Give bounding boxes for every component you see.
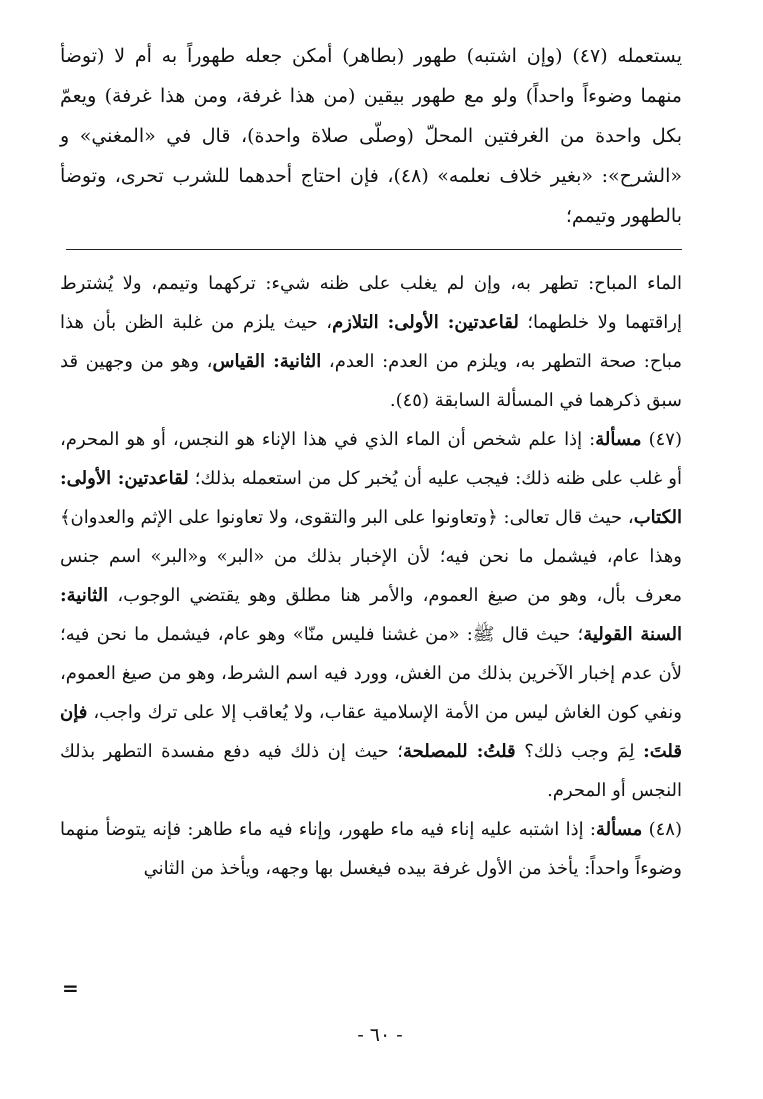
footnote-48 [60,810,682,888]
footnote-bold: قلتُ: للمصلحة [402,741,516,762]
footnote-text: ، حيث يلزم من غلبة الظن بأن هذا مباح: صحة التطهر به، ويلزم من العدم: العدم، [60,312,682,372]
footnote-bold: لقاعدتين: الأولى: الكتاب [60,468,682,528]
footnote-number: (٤٨) [648,819,682,840]
footnote-text: : إذا اشتبه عليه إناء فيه ماء طهور، وإناء فيه ماء طاهر: فإنه يتوضأ منهما وضوءاً واحداً: يأخذ من الأول غرفة بيده فيغسل بها وجهه، ويأخذ من الثاني [60,819,682,879]
footnote-text: ، وهو من وجهين قد سبق ذكرهما في المسألة السابقة (٤٥). [60,351,682,411]
footnote-label: مسألة [595,819,643,840]
footnote-text: الماء المباح: تطهر به، وإن لم يغلب على ظنه شيء: تركهما وتيمم، ولا يُشترط إراقتهما ولا خلطهما؛ [60,273,682,333]
main-paragraph: يستعمله (٤٧) (وإن اشتبه) طهور (بطاهر) أمكن جعله طهوراً به أم لا (توضأ منهما وضوءاً واحداً) ولو مع طهور بيقين (من هذا غرفة، ومن هذا غرفة) ويعمّ بكل واحدة من الغرفتين المحلّ (وصلّى صلاة واحدة)، قال في «المغني» و «الشرح»: «بغير خلاف نعلمه» (٤٨)، فإن احتاج أحدهما للشرب تحرى، وتوضأ بالطهور وتيمم؛ [60,45,682,227]
footnote-continuation [60,264,682,420]
footnote-bold: لقاعدتين: الأولى: التلازم [332,312,519,333]
footnote-separator [66,249,682,250]
footnotes-block [60,264,682,888]
footnote-label: مسألة [595,429,642,450]
footnote-text: لِمَ وجب ذلك؟ [515,741,644,762]
footnote-number: (٤٧) [648,429,682,450]
footnote-text: : إذا علم شخص أن الماء الذي في هذا الإناء هو النجس، أو هو المحرم، أو غلب على ظنه ذلك: فيجب عليه أن يُخبر كل من استعمله بذلك؛ [60,429,682,489]
footnote-bold: الثانية: السنة القولية [60,585,682,645]
continuation-mark: = [62,976,79,1000]
footnote-bold: فإن قلتَ: [60,702,682,762]
footnote-text: ، حيث قال تعالى: ﴿وتعاونوا على البر والتقوى، ولا تعاونوا على الإثم والعدوان﴾ وهذا عام، فيشمل ما نحن فيه؛ لأن الإخبار بذلك من «البر» و«البر» اسم جنس معرف بأل، وهو من صيغ العموم، والأمر هنا مطلق وهو يقتضي الوجوب، [60,507,682,606]
main-text-block [60,36,682,236]
footnote-bold: الثانية: القياس [212,351,322,372]
footnote-text: ؛ حيث قال ﷺ: «من غشنا فليس منّا» وهو عام، فيشمل ما نحن فيه؛ لأن عدم إخبار الآخرين بذلك من الغش، وورد فيه اسم الشرط، وهو من صيغ العموم، ونفي كون الغاش ليس من الأمة الإسلامية عقاب، ولا يُعاقب إلا على ترك واجب، [60,624,682,723]
footnote-47 [60,420,682,810]
footnote-text: ؛ حيث إن ذلك فيه دفع مفسدة التطهر بذلك النجس أو المحرم. [60,741,682,801]
page-number: - ٦٠ - [357,1024,403,1046]
